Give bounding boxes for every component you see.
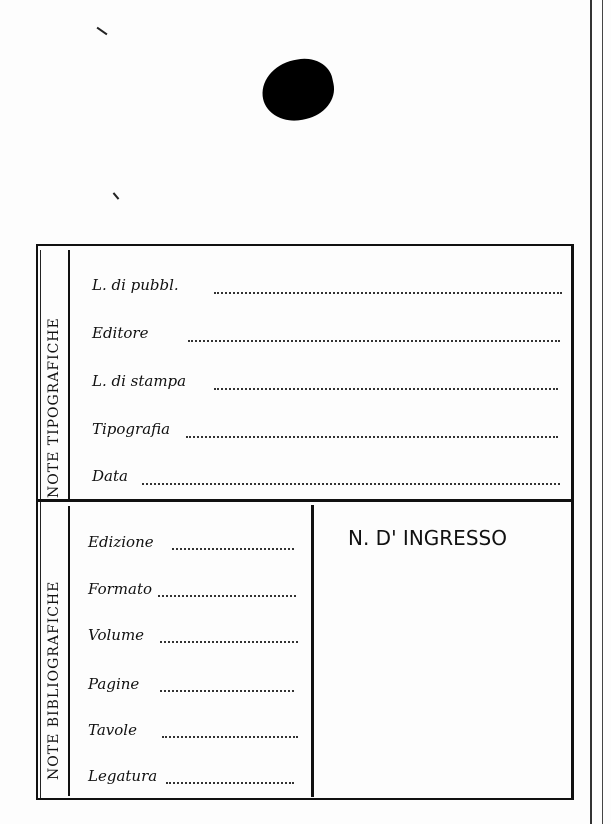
section-title-tipografiche: NOTE TIPOGRAFICHE: [46, 317, 62, 498]
field-label-editore: Editore: [92, 324, 149, 342]
section-divider: [68, 250, 70, 500]
field-line: [158, 595, 296, 597]
page-edge-line: [602, 0, 603, 824]
field-label-volume: Volume: [88, 626, 145, 644]
field-label-edizione: Edizione: [88, 533, 154, 551]
field-line: [186, 436, 558, 438]
field-line: [188, 340, 560, 342]
section-title-bibliografiche: NOTE BIBLIOGRAFICHE: [46, 580, 62, 780]
field-label-tipografia: Tipografia: [92, 420, 171, 438]
field-line: [160, 690, 294, 692]
field-label-data: Data: [92, 467, 128, 485]
field-line: [142, 483, 560, 485]
field-line: [160, 641, 298, 643]
section-divider: [68, 506, 70, 796]
field-line: [214, 388, 558, 390]
field-line: [214, 292, 562, 294]
field-line: [162, 736, 298, 738]
field-label-legatura: Legatura: [88, 767, 158, 785]
field-label-pagine: Pagine: [88, 675, 140, 693]
field-label-tavole: Tavole: [88, 721, 137, 739]
field-label-luogo-pubblicazione: L. di pubbl.: [92, 276, 179, 294]
ingresso-number-label: N. D' INGRESSO: [348, 526, 507, 550]
field-label-luogo-stampa: L. di stampa: [92, 372, 187, 390]
column-divider: [311, 505, 314, 797]
field-line: [172, 548, 294, 550]
field-label-formato: Formato: [88, 580, 153, 598]
page-edge: [590, 0, 598, 824]
field-line: [166, 782, 294, 784]
